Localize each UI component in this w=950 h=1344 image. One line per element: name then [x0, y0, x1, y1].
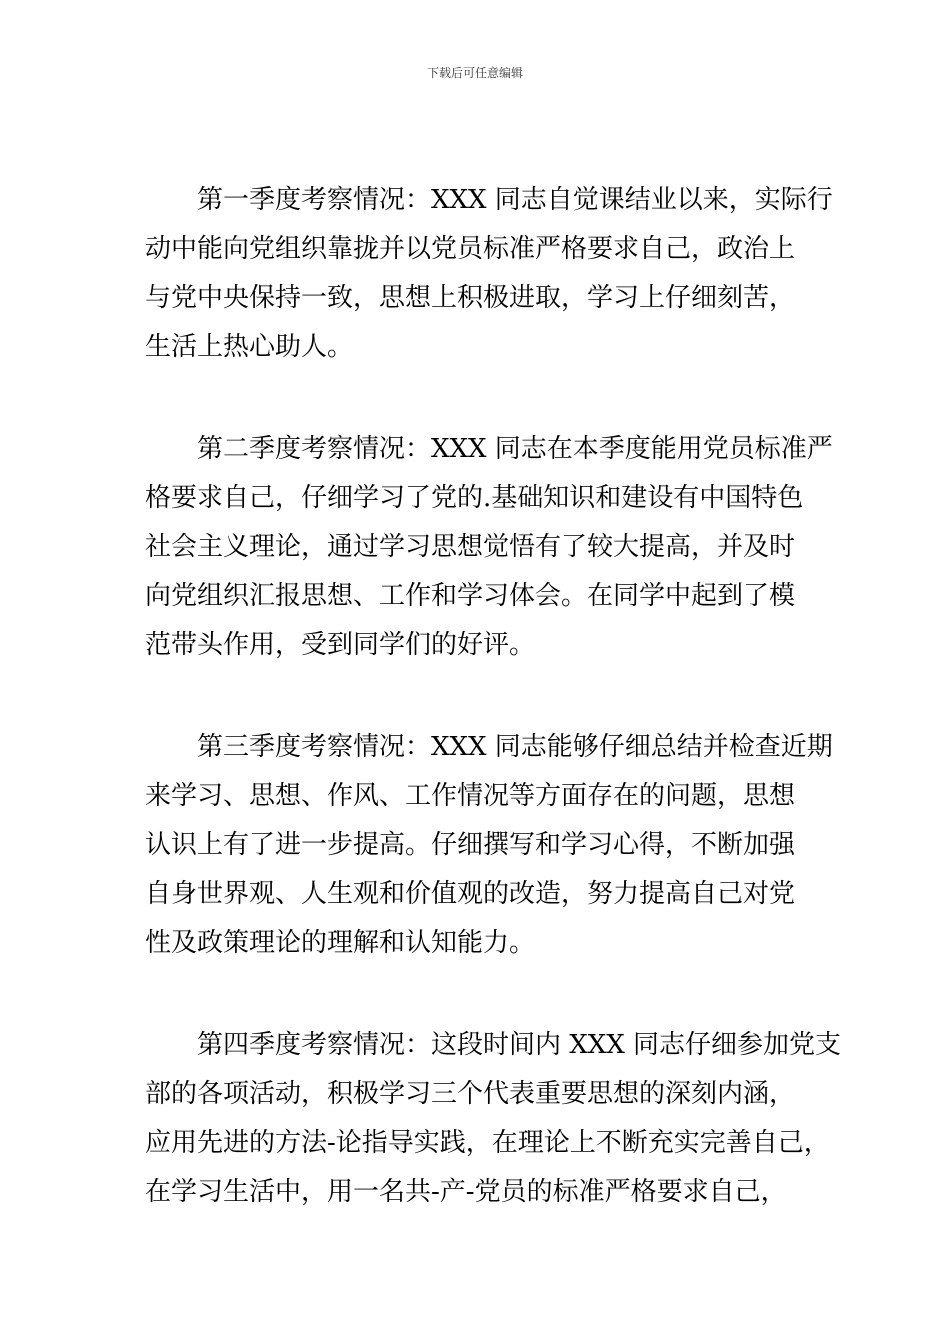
text-line: 性及政策理论的理解和认知能力。	[145, 928, 536, 958]
text-line: 生活上热心助人。	[145, 332, 354, 362]
text-line: 来学习、思想、作风、工作情况等方面存在的问题，思想	[145, 781, 796, 811]
text-line: 范带头作用，受到同学们的好评。	[145, 630, 536, 660]
text-line: 动中能向党组织靠拢并以党员标准严格要求自己，政治上	[145, 234, 796, 264]
text-line: 应用先进的方法-论指导实践，在理论上不断充实完善自己，	[145, 1128, 830, 1158]
text-line: 第二季度考察情况：XXX 同志在本季度能用党员标准严	[197, 434, 833, 464]
paragraph-q3	[145, 723, 833, 968]
paragraph-q2	[145, 425, 833, 670]
page-header: 下载后可任意编辑	[426, 66, 523, 80]
document-body	[145, 176, 842, 1217]
paragraph-q4	[145, 1021, 842, 1217]
text-line: 在学习生活中，用一名共-产-党员的标准严格要求自己，	[145, 1177, 787, 1207]
text-line: 与党中央保持一致，思想上积极进取，学习上仔细刻苦，	[145, 283, 796, 313]
text-line: 第一季度考察情况：XXX 同志自觉课结业以来，实际行	[197, 185, 833, 215]
text-line: 第四季度考察情况：这段时间内 XXX 同志仔细参加党支	[197, 1030, 842, 1060]
text-line: 格要求自己，仔细学习了党的.基础知识和建设有中国特色	[145, 483, 804, 513]
text-line: 社会主义理论，通过学习思想觉悟有了较大提高，并及时	[145, 532, 796, 562]
text-line: 认识上有了进一步提高。仔细撰写和学习心得，不断加强	[145, 830, 796, 860]
text-line: 部的各项活动，积极学习三个代表重要思想的深刻内涵，	[145, 1079, 796, 1109]
paragraph-q1	[145, 176, 833, 372]
text-line: 向党组织汇报思想、工作和学习体会。在同学中起到了模	[145, 581, 796, 611]
text-line: 第三季度考察情况：XXX 同志能够仔细总结并检查近期	[197, 732, 833, 762]
text-line: 自身世界观、人生观和价值观的改造，努力提高自己对党	[145, 879, 796, 909]
